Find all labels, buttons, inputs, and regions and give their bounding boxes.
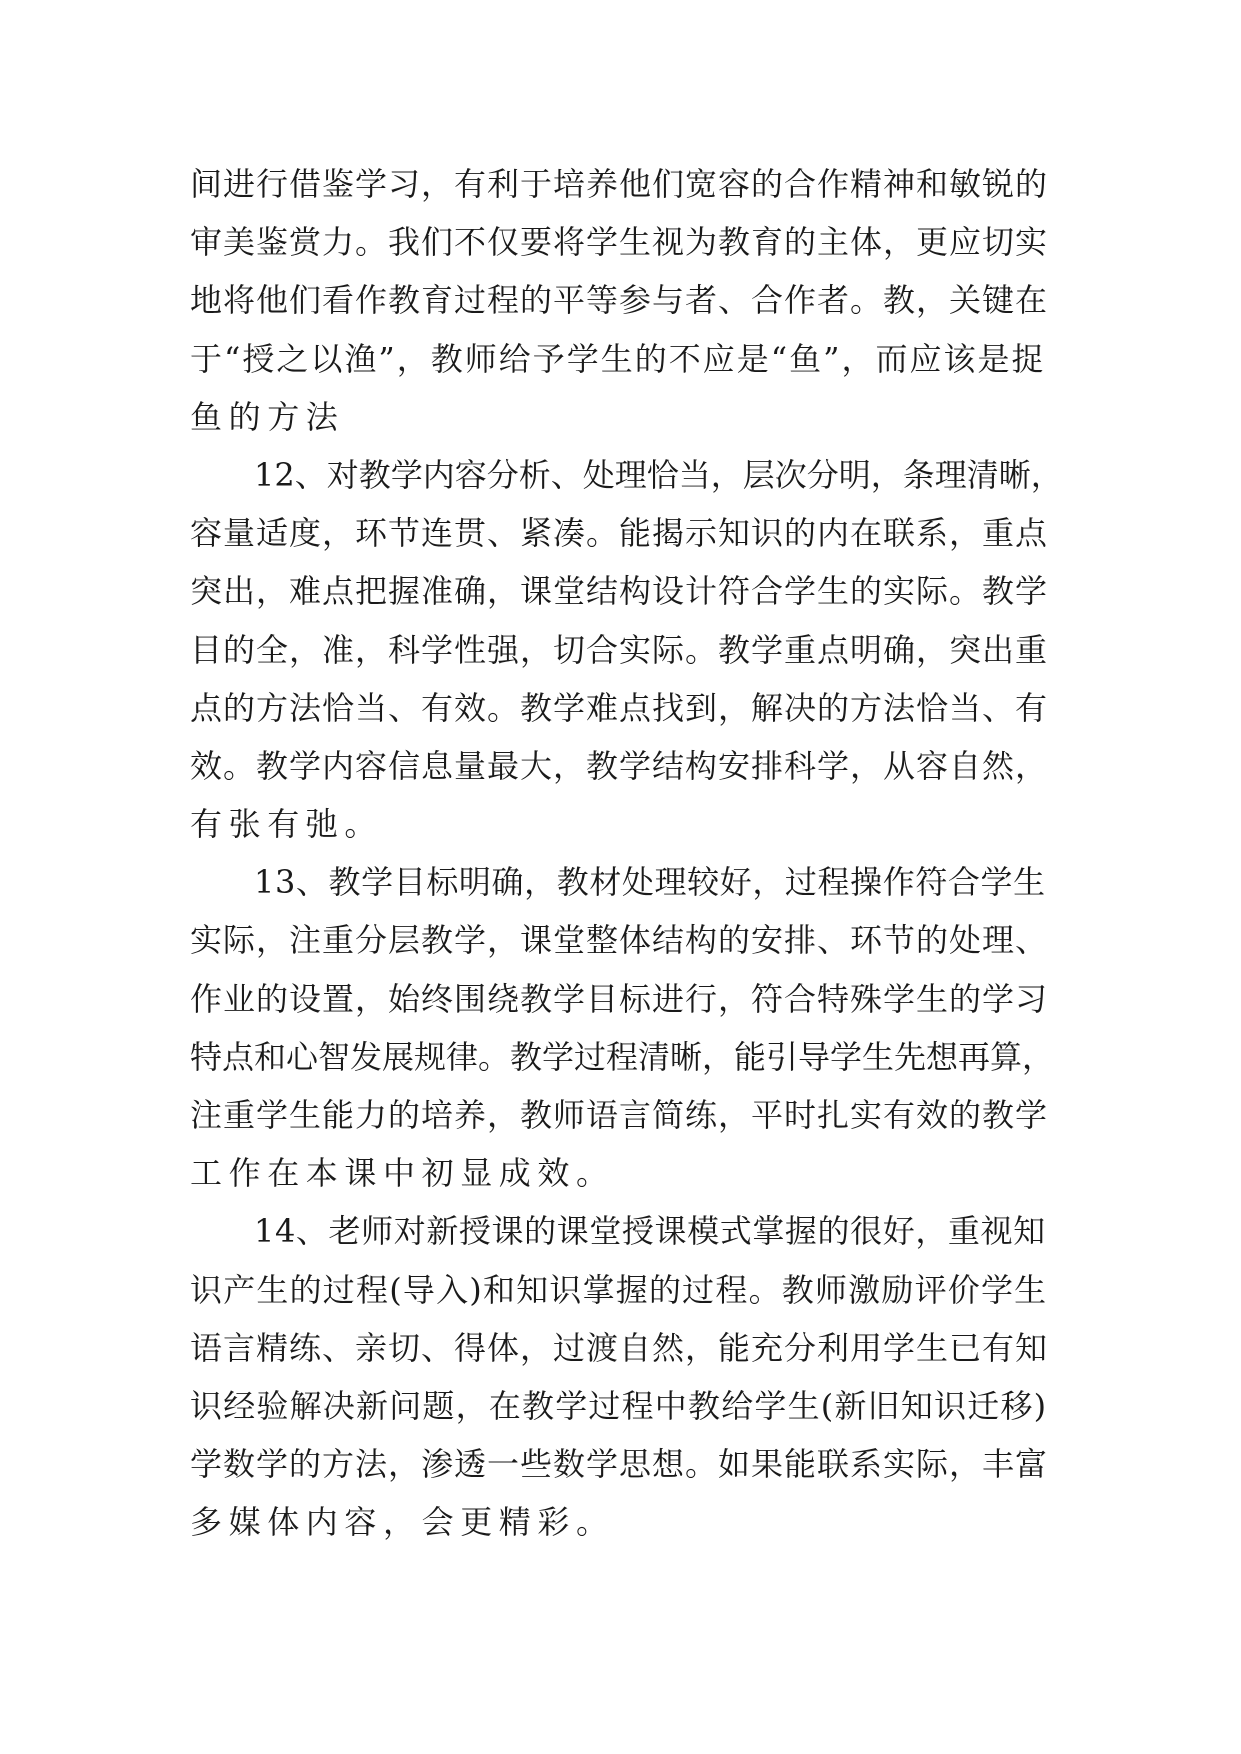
text-line: 12、对教学内容分析、处理恰当，层次分明，条理清晰，: [254, 455, 1063, 494]
paragraph-12: [190, 446, 1063, 853]
document-page: [190, 155, 1063, 1552]
text-line: 突出，难点把握准确，课堂结构设计符合学生的实际。教学: [190, 572, 1049, 611]
text-line: 目的全，准，科学性强，切合实际。教学重点明确，突出重: [190, 630, 1049, 669]
text-line: 容量适度，环节连贯、紧凑。能揭示知识的内在联系，重点: [190, 514, 1049, 553]
text-line: 地将他们看作教育过程的平等参与者、合作者。教，关键在: [190, 281, 1049, 320]
text-line: 审美鉴赏力。我们不仅要将学生视为教育的主体，更应切实: [190, 223, 1049, 262]
text-line: 注重学生能力的培养，教师语言简练，平时扎实有效的教学: [190, 1096, 1049, 1134]
paragraph-continuation: [190, 155, 1050, 446]
text-line: 语言精练、亲切、得体，过渡自然，能充分利用学生已有知: [190, 1328, 1049, 1367]
paragraph-14: [190, 1202, 1050, 1551]
text-line: 间进行借鉴学习，有利于培养他们宽容的合作精神和敏锐的: [190, 165, 1049, 203]
text-line: 识产生的过程(导入)和知识掌握的过程。教师激励评价学生: [190, 1270, 1048, 1309]
text-line: 实际，注重分层教学，课堂整体结构的安排、环节的处理、: [190, 921, 1049, 960]
text-line: 13、教学目标明确，教材处理较好，过程操作符合学生: [254, 863, 1046, 902]
text-line: 有张有弛。: [190, 805, 384, 844]
paragraph-13: [190, 853, 1055, 1202]
text-line: 学数学的方法，渗透一些数学思想。如果能联系实际，丰富: [190, 1445, 1049, 1484]
text-line: 特点和心智发展规律。教学过程清晰，能引导学生先想再算，: [190, 1037, 1055, 1076]
text-line: 鱼的方法: [190, 397, 345, 436]
text-line: 多媒体内容，会更精彩。: [190, 1503, 615, 1542]
text-line: 识经验解决新问题，在教学过程中教给学生(新旧知识迁移): [190, 1386, 1048, 1425]
text-line: 工作在本课中初显成效。: [190, 1154, 615, 1193]
text-line: 效。教学内容信息量最大，教学结构安排科学，从容自然，: [190, 746, 1049, 785]
text-line: 点的方法恰当、有效。教学难点找到，解决的方法恰当、有: [190, 688, 1049, 727]
text-line: 于“授之以渔”，教师给予学生的不应是“鱼”，而应该是捉: [190, 339, 1046, 378]
text-line: 14、老师对新授课的课堂授课模式掌握的很好，重视知: [254, 1212, 1046, 1251]
text-line: 作业的设置，始终围绕教学目标进行，符合特殊学生的学习: [190, 979, 1049, 1018]
